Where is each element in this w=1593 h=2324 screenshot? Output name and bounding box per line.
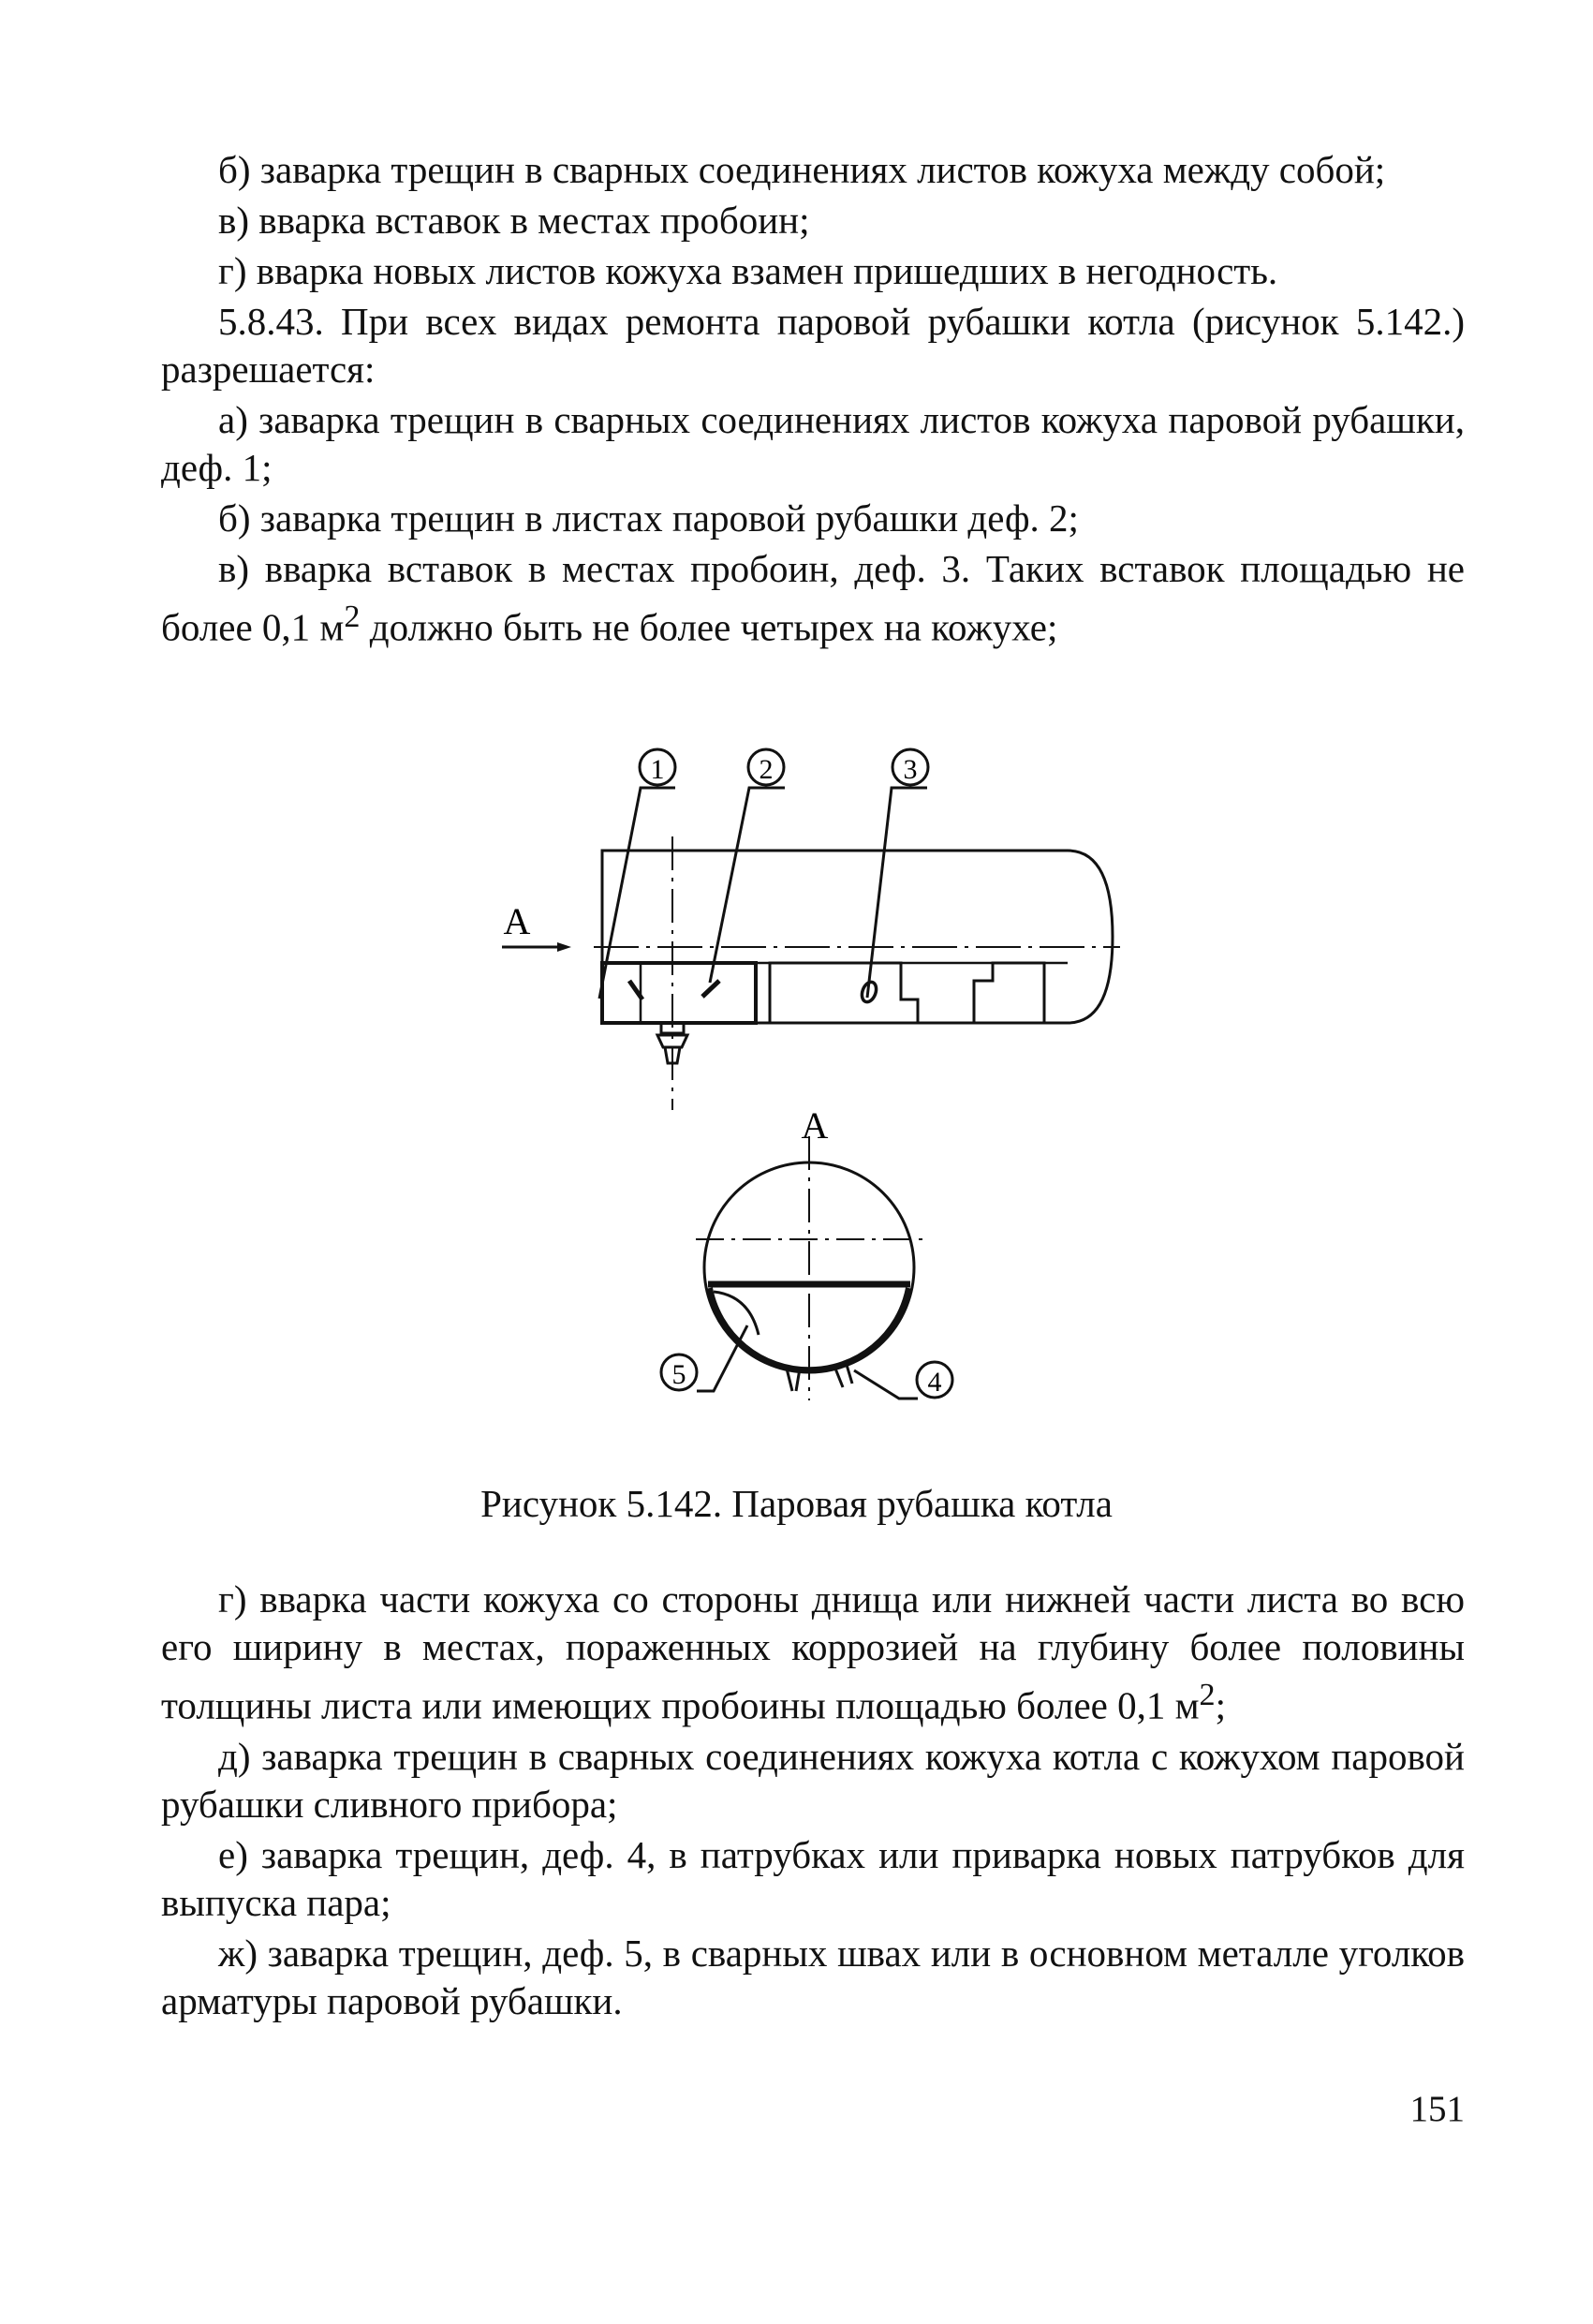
paragraph-g-top: г) вварка новых листов кожуха взамен пришедших в негодность.: [218, 249, 1278, 292]
view-title-label: А: [801, 1104, 829, 1147]
paragraph-v-text-end: должно быть не более четырех на кожухе;: [360, 605, 1058, 649]
page-number: 151: [1409, 2089, 1465, 2129]
view-marker-label: А: [503, 900, 531, 942]
paragraph-g: [161, 1576, 1465, 1730]
paragraph-b-top: б) заварка трещин в сварных соединениях листов кожуха между собой;: [218, 148, 1386, 191]
figure-steam-jacket: [468, 735, 1143, 1428]
jacket-panel-left: [602, 963, 756, 1023]
steam-jacket-drawing: [468, 735, 1143, 1428]
paragraph-v-top: в) вварка вставок в местах пробоин;: [218, 199, 810, 242]
paragraph-v: [161, 545, 1465, 652]
paragraph-5-8-43: 5.8.43. При всех видах ремонта паровой рубашки котла (рисунок 5.142.) разрешается:: [161, 300, 1465, 391]
callout-4-label: 4: [927, 1367, 942, 1398]
paragraph-v-text: в) вварка вставок в местах пробоин, деф. 3. Таких вставок площадью не более 0,1 м: [161, 547, 1465, 649]
leader-5: [697, 1325, 747, 1391]
paragraph-d: д) заварка трещин в сварных соединениях кожуха котла с кожухом паровой рубашки сливного прибора;: [161, 1734, 1465, 1826]
paragraph-zh: ж) заварка трещин, деф. 5, в сварных швах или в основном металле уголков арматуры паровой рубашки.: [161, 1931, 1465, 2022]
leader-2: [710, 788, 785, 983]
paragraph-g-sup: 2: [1199, 1678, 1216, 1712]
leader-4: [854, 1370, 918, 1399]
jacket-panel-right: [974, 963, 1044, 1023]
text-block-top: [161, 146, 1465, 652]
callout-1-label: 1: [650, 754, 665, 785]
paragraph-e: е) заварка трещин, деф. 4, в патрубках или приварка новых патрубков для выпуска пара;: [161, 1832, 1465, 1924]
paragraph-g-text-end: ;: [1215, 1683, 1227, 1727]
jacket-panel-middle: [770, 963, 918, 1023]
paragraph-g-text: г) вварка части кожуха со стороны днища или нижней части листа во всю его ширину в местах, пораженных коррозией на глубину более половины толщины листа или имеющих пробоины площадью более 0,1 м: [161, 1577, 1465, 1727]
view-arrow-head: [557, 942, 571, 952]
defect-sheet-crack-2: [702, 981, 719, 997]
paragraph-b: б) заварка трещин в листах паровой рубашки деф. 2;: [218, 496, 1079, 540]
leader-1: [599, 788, 675, 999]
boiler-shell-outline: [602, 851, 1113, 1023]
callout-3-label: 3: [903, 754, 918, 785]
leader-3: [867, 788, 927, 998]
callout-2-label: 2: [759, 754, 774, 785]
paragraph-v-sup: 2: [344, 600, 361, 634]
text-block-bottom: [161, 1576, 1465, 2025]
figure-caption: Рисунок 5.142. Паровая рубашка котла: [480, 1482, 1113, 1525]
callout-5-label: 5: [671, 1359, 686, 1390]
paragraph-a: а) заварка трещин в сварных соединениях листов кожуха паровой рубашки, деф. 1;: [161, 398, 1465, 489]
